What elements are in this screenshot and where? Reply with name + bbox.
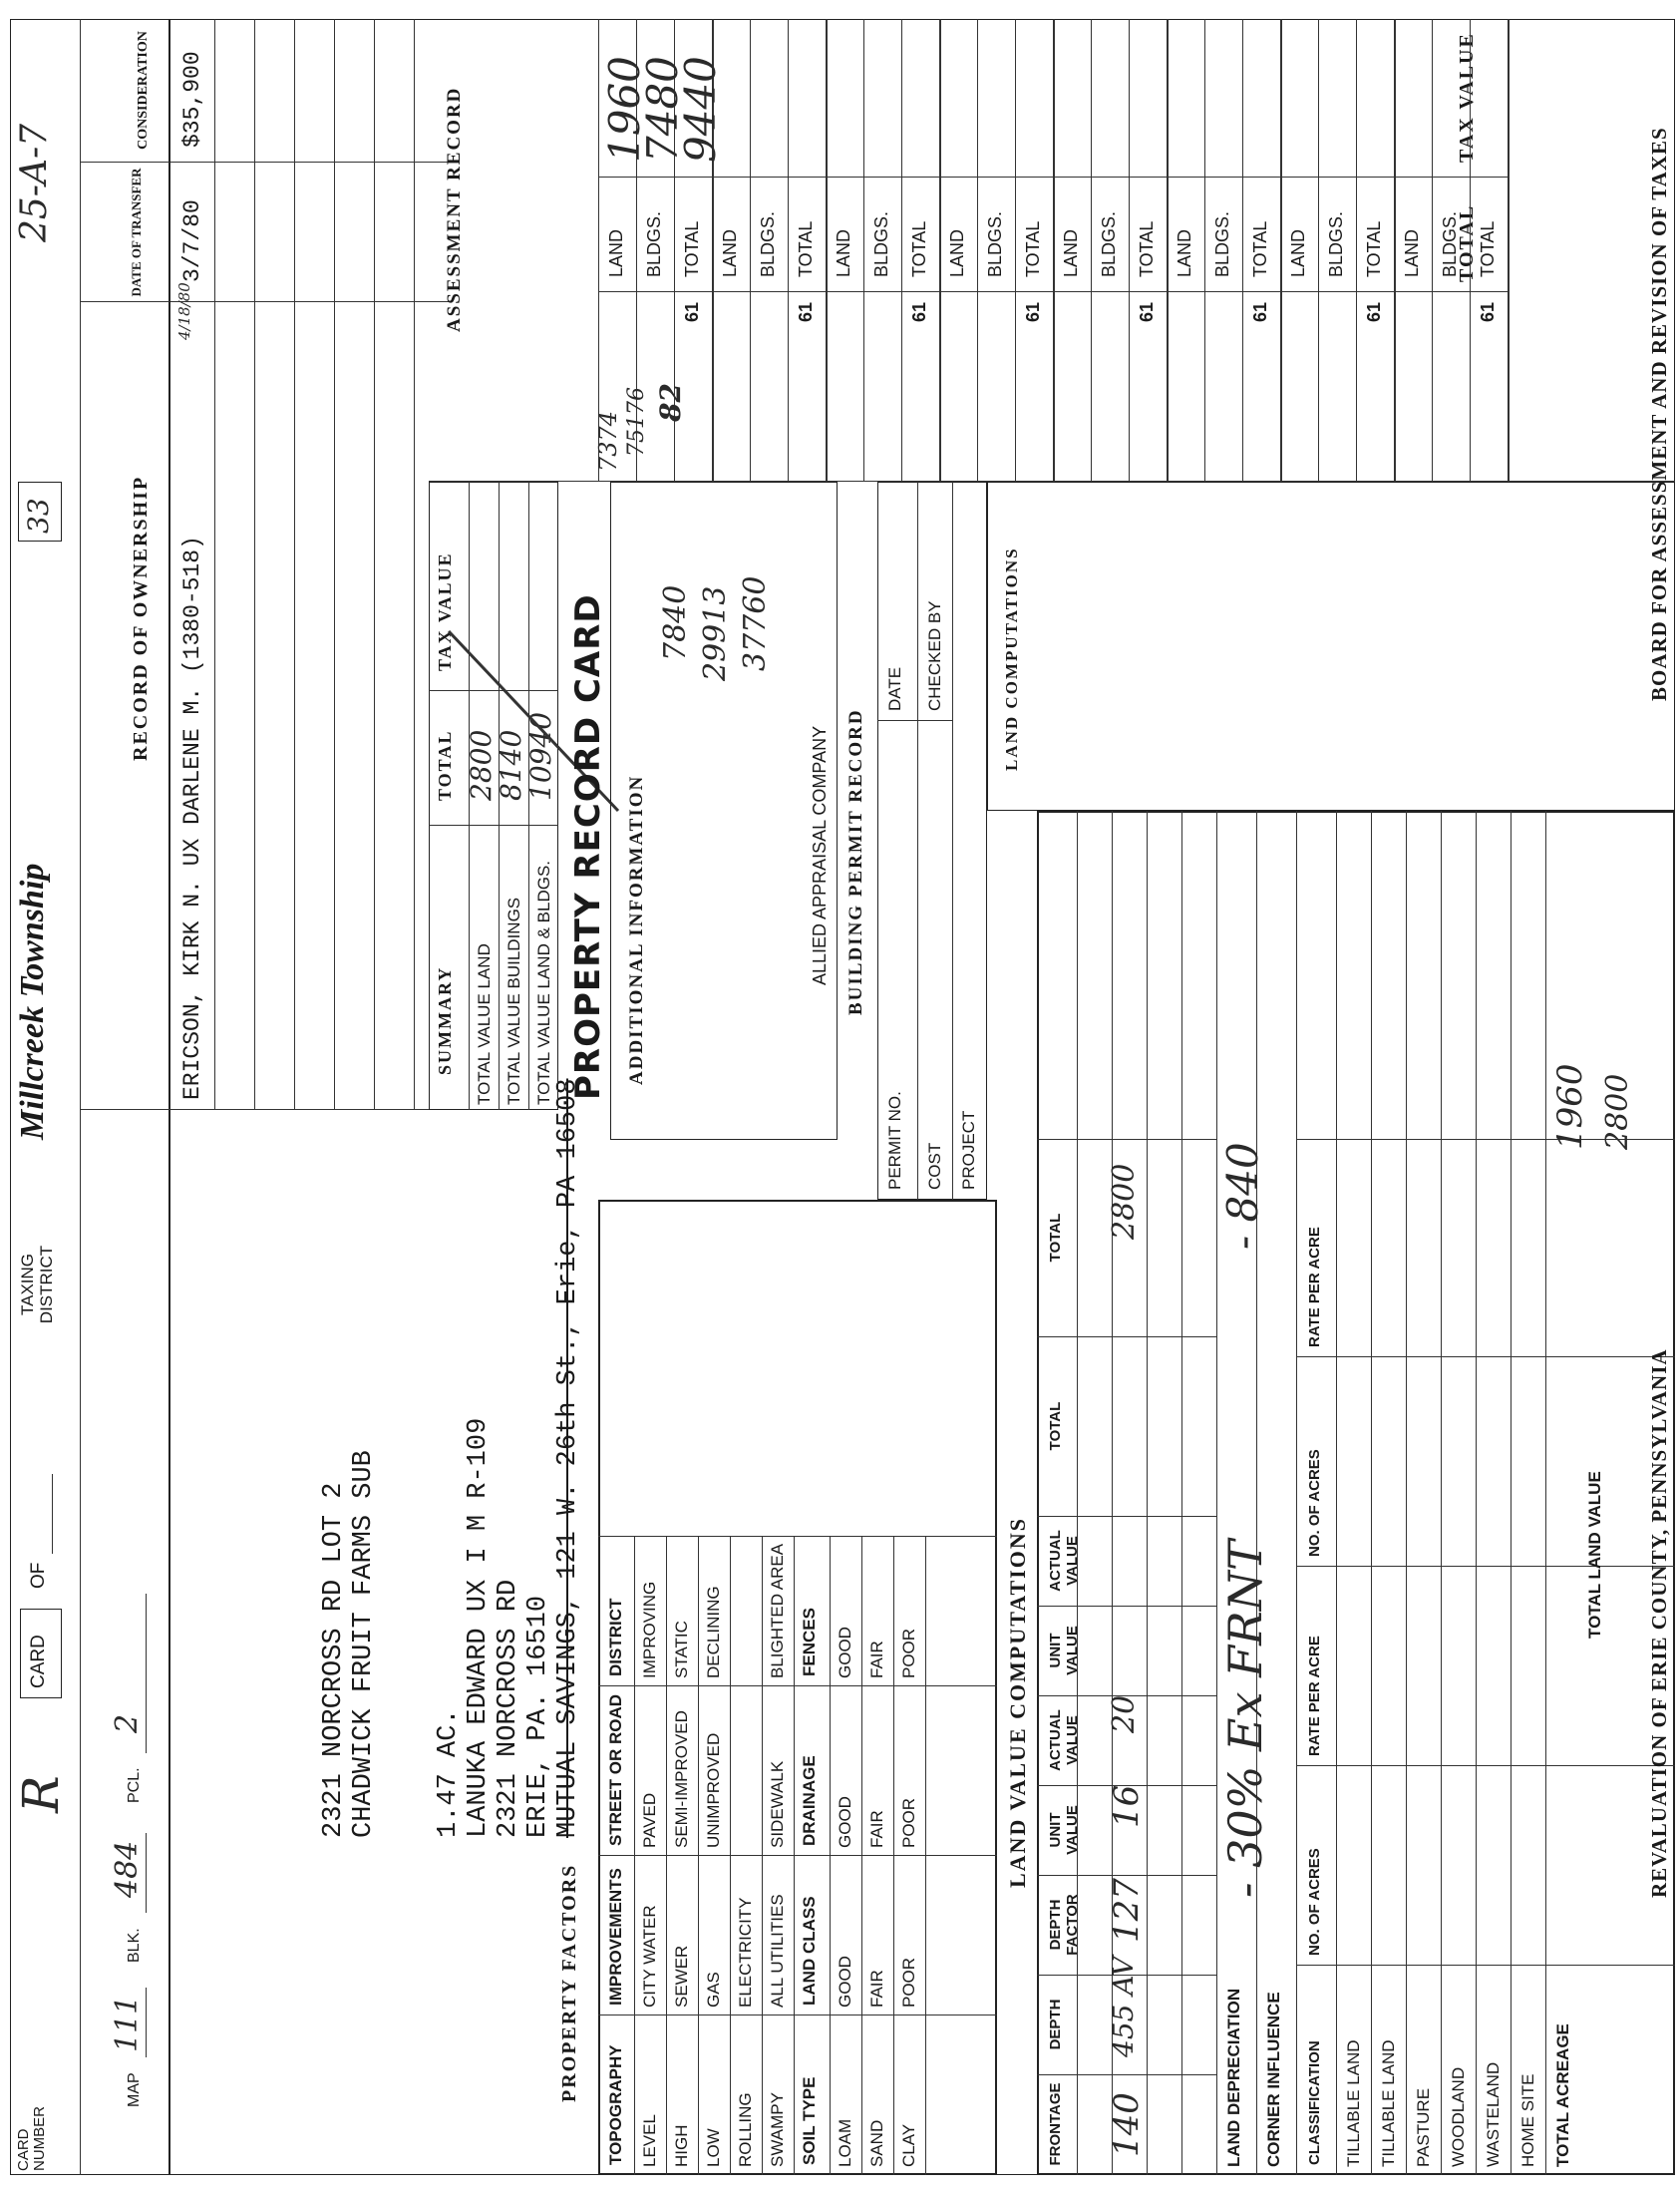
assessment-group-line [1394,19,1396,482]
assessment-total-first: 9440 [676,56,725,163]
header-divider [80,19,81,2175]
lvc-row-line [1147,811,1148,2175]
assessment-row-line [1091,19,1092,482]
card-number-label: CARD NUMBER [15,2105,48,2171]
lvc-class-name: WASTELAND [1484,2061,1503,2167]
lvc-header: ACTUAL VALUE [1047,1709,1081,1771]
assessment-row-label: LAND [1402,228,1422,277]
lvc-header: TOTAL [1047,1401,1064,1451]
assessment-row-label: TOTAL [1137,220,1157,277]
factor-item: LOAM [836,2118,854,2167]
lvc-header: UNIT VALUE [1047,1805,1081,1855]
own-row-2 [254,19,255,1110]
land-computations-label: LAND COMPUTATIONS [1002,547,1021,771]
consideration-header: CONSIDERATION [136,31,151,150]
township-title: Millcreek Township [14,863,51,1140]
factor-row-line [861,1537,862,2175]
assessment-row-line [1129,19,1130,482]
lvc-total-land-value: TOTAL LAND VALUE [1585,1471,1604,1639]
factor-row-line [925,1537,926,2175]
pcl-underline [146,1594,147,1753]
factor-header: LAND CLASS [800,1896,819,2006]
assessment-row-line [1204,19,1205,482]
lvc-total-land-amount: 2800 [1600,1073,1635,1150]
lvc-header: ACTUAL VALUE [1047,1530,1081,1592]
factor-row-line [666,1537,667,2175]
assessment-row-label: TOTAL [909,220,929,277]
assessment-row-label: LAND [606,228,626,277]
lvc-title: LAND VALUE COMPUTATIONS [1005,1517,1030,1888]
summary-col-1 [429,825,558,826]
summary-bldg-label: TOTAL VALUE BUILDINGS [504,897,523,1105]
factor-item: POOR [899,1628,918,1678]
card-label: CARD [28,1635,49,1688]
ownership-left-border [169,1109,449,1110]
permit-checked-label: CHECKED BY [925,600,944,711]
own-row-6 [414,19,415,1110]
assessment-year-suffix: 61 [1250,301,1270,322]
summary-total-label: TOTAL VALUE LAND & BLDGS. [534,860,553,1105]
lvc-row-line [1181,811,1182,2175]
pcl-value: 2 [110,1713,145,1733]
lvc-class-line [1296,811,1297,2175]
assessment-row-label: TOTAL [1250,220,1270,277]
assessment-row-label: BLDGS. [1326,210,1346,277]
lvc-col-line [1037,1875,1216,1876]
assessment-tax-header: TAX VALUE [1456,32,1478,163]
lvc-class-col [1296,1765,1675,1766]
lvc-class-col [1296,1566,1675,1567]
factor-row-line [730,1537,731,2175]
factor-item: BLIGHTED AREA [768,1543,787,1678]
card-seq-value: 33 [22,498,55,534]
assessment-year-suffix: 61 [1364,301,1384,322]
summary-total-header: TOTAL [435,729,455,801]
own-row-3 [294,19,295,1110]
lvc-col-line [1037,1139,1216,1140]
factor-col-line [598,2014,997,2015]
assessment-year-suffix: 61 [1137,301,1157,322]
assessment-group-line [1508,19,1510,482]
lvc-class-name: TILLABLE LAND [1344,2039,1363,2167]
assessment-year-suffix: 61 [796,301,816,322]
lvc-total-acreage: TOTAL ACREAGE [1553,2023,1572,2167]
assessment-row-line [788,19,789,482]
permit-row-1 [917,482,918,1200]
factor-item: CLAY [899,2123,918,2167]
additional-info-label: ADDITIONAL INFORMATION [626,774,647,1085]
lvc-frontage: 140 [1107,2092,1147,2157]
factor-item: PAVED [640,1792,659,1848]
assessment-row-line [901,19,902,482]
lvc-class-header: NO. OF ACRES [1306,1449,1323,1557]
blk-underline [146,1833,147,1913]
footer-right: BOARD FOR ASSESSMENT AND REVISION OF TAXES [1647,127,1671,701]
factor-item: IMPROVING [640,1581,659,1678]
factor-header: FENCES [800,1608,819,1676]
lvc-col-line [1037,1516,1216,1517]
of-blank [52,1474,53,1554]
lvc-class-name: WOODLAND [1449,2066,1468,2167]
ref-number: 25-A-7 [14,123,55,242]
lvc-corner-label: CORNER INFLUENCE [1264,1992,1283,2167]
factor-item: STATIC [672,1621,691,1678]
summary-title: SUMMARY [435,965,455,1075]
lvc-class-header: RATE PER ACRE [1306,1636,1323,1756]
factor-row-line [893,1537,894,2175]
taxing-district-label: TAXING DISTRICT [18,1245,56,1324]
assessment-total-header: TOTAL [1456,203,1478,282]
permit-title: BUILDING PERMIT RECORD [845,708,866,1015]
assessment-title: ASSESSMENT RECORD [444,86,465,332]
factor-item: POOR [899,1957,918,2008]
assessment-row-label: BLDGS. [985,210,1005,277]
blk-value: 484 [110,1840,145,1898]
assessment-row-label: TOTAL [1478,220,1498,277]
factor-item: SEMI-IMPROVED [672,1710,691,1848]
assessment-row-line [1015,19,1016,482]
factor-item: GOOD [836,1796,854,1848]
ownership-entry-consideration: $35,900 [179,51,205,148]
assessment-row-label: BLDGS. [1099,210,1119,277]
date-transfer-header: DATE OF TRANSFER [129,168,144,297]
lvc-class-row [1511,811,1512,2175]
factor-item: FAIR [867,1641,886,1678]
summary-land-total: 2800 [465,729,498,801]
factor-item: DECLINING [704,1586,723,1678]
factor-item: ELECTRICITY [736,1897,755,2008]
factor-header: IMPROVEMENTS [606,1868,625,2006]
assessment-group-line [939,19,941,482]
own-row-4 [334,19,335,1110]
lvc-header: FRONTAGE [1047,2082,1064,2166]
factor-item: GOOD [836,1956,854,2008]
ownership-entry-date: 3/7/80 [179,199,205,282]
assessment-row-line [1432,19,1433,482]
lvc-depreciation-label: LAND DEPRECIATION [1224,1988,1243,2167]
assessment-row-label: BLDGS. [1212,210,1232,277]
factor-item: UNIMPROVED [704,1732,723,1848]
assessment-row-label: BLDGS. [1440,210,1460,277]
lvc-depreciation-total: - 840 [1218,1142,1267,1250]
summary-tax-value-header: TAX VALUE [435,551,455,671]
lvc-class-row [1476,811,1477,2175]
lvc-class-row [1336,811,1337,2175]
ownership-title: RECORD OF OWNERSHIP [130,475,152,761]
of-label: OF [28,1562,49,1589]
factor-item: ROLLING [736,2092,755,2167]
factor-row-line [634,1537,635,2175]
property-acreage: 1.47 AC. [434,1708,464,1838]
assessment-year-suffix: 61 [909,301,929,322]
assessment-row-label: LAND [947,228,967,277]
permit-no-label: PERMIT NO. [885,1091,904,1190]
lvc-col-line [1037,2074,1216,2075]
permit-row-2 [952,482,953,1200]
factor-header: DISTRICT [606,1598,625,1676]
assessment-row-label: TOTAL [1364,220,1384,277]
assessment-row-label: TOTAL [796,220,816,277]
map-label: MAP [126,2072,143,2107]
factor-header: DRAINAGE [800,1755,819,1846]
assessment-col-1 [598,291,1508,292]
summary-strike [439,621,638,821]
factor-header: TOPOGRAPHY [606,2044,625,2165]
ownership-entry-note: 4/18/80 [175,282,193,340]
assessment-year-suffix: 61 [682,301,702,322]
factor-col-line [598,1855,997,1856]
lvc-header-line [1077,811,1078,2175]
lvc-depth-factor: 127 [1107,1878,1147,1943]
lvc-header: TOTAL [1047,1213,1064,1263]
lvc-dep-line [1216,811,1217,2175]
permit-cost-label: COST [925,1142,944,1190]
assessment-row-label: LAND [1061,228,1081,277]
own-row-5 [374,19,375,1110]
header-left-end [80,1109,169,1110]
lvc-class-row [1545,811,1546,2175]
lvc-depreciation-note: - 30% Ex FRNT [1218,1540,1272,1898]
assessment-note-2: 75176 [624,387,649,457]
factor-item: GOOD [836,1627,854,1678]
permit-col [877,720,952,721]
summary-land-label: TOTAL VALUE LAND [475,943,494,1105]
assessment-note-1: 7374 [594,410,622,472]
factor-item: SAND [867,2119,886,2167]
factor-header: SOIL TYPE [800,2076,819,2165]
factor-item: LOW [704,2128,723,2167]
assessment-group-line [1053,19,1055,482]
summary-grand-total: 10940 [524,711,557,801]
assessment-land-first: 1960 [600,56,649,163]
assessment-group-line [1280,19,1282,482]
tax-note-2: 29913 [698,585,733,681]
assessment-row-label: LAND [834,228,853,277]
assessment-row-line [1242,19,1243,482]
assessment-row-label: LAND [1288,228,1308,277]
own-row-1 [214,19,215,1110]
lvc-class-col [1296,1356,1675,1357]
summary-bldg-total: 8140 [495,729,527,801]
lvc-corner-line [1256,811,1257,2175]
card-box [20,1609,62,1698]
assessment-group-line [826,19,828,482]
lvc-depth: 455 AV [1107,1956,1140,2057]
factor-item: SIDEWALK [768,1760,787,1848]
property-address-line1: 2321 NORCROSS RD LOT 2 [319,1482,349,1838]
factor-col-line [598,1685,997,1686]
mortgage-line: MUTUAL SAVINGS, 121 W. 26th St., Erie, PA 16508 [553,1078,583,1838]
lvc-class-header: CLASSIFICATION [1306,2040,1323,2165]
assessment-year-suffix: 61 [1478,301,1498,322]
factor-item: POOR [899,1797,918,1848]
assessment-row-label: LAND [1175,228,1194,277]
lvc-home-site-total: 1960 [1550,1063,1590,1150]
blk-label: BLK. [126,1928,143,1963]
ownership-entry-owner: ERICSON, KIRK N. UX DARLENE M. (1380-518) [179,536,205,1100]
assessment-bldg-first: 7480 [638,56,687,163]
lvc-col-line [1037,1606,1216,1607]
factor-item: SWAMPY [768,2092,787,2167]
additional-info-box [610,482,838,1140]
lvc-total: 2800 [1107,1163,1142,1240]
owner-line2: 2321 NORCROSS RD [494,1579,523,1838]
lvc-header: DEPTH [1047,1999,1064,2050]
lvc-class-col [1296,1965,1675,1966]
tax-note-1: 7840 [658,584,693,661]
assessment-row-line [1356,19,1357,482]
lvc-class-name: HOME SITE [1518,2073,1537,2167]
factor-item: FAIR [867,1970,886,2008]
assessment-row-line [863,19,864,482]
assessment-row-line [1318,19,1319,482]
allied-label: ALLIED APPRAISAL COMPANY [810,725,830,985]
lvc-class-header: NO. OF ACRES [1306,1848,1323,1956]
lvc-header: UNIT VALUE [1047,1626,1081,1675]
lvc-class-name: TILLABLE LAND [1379,2039,1398,2167]
factor-item: FAIR [867,1810,886,1848]
owner-line3: ERIE, PA. 16510 [523,1595,553,1838]
factor-header: STREET OR ROAD [606,1693,625,1846]
factor-item: CITY WATER [640,1905,659,2008]
assessment-row-label: BLDGS. [758,210,778,277]
permit-project-label: PROJECT [959,1110,978,1190]
prc-title: PROPERTY RECORD CARD [568,593,608,1100]
footer-left: REVALUATION OF ERIE COUNTY, PENNSYLVANIA [1647,1348,1671,1898]
factors-box [598,1200,997,2175]
assessment-row-line [1470,19,1471,482]
factor-item: LEVEL [640,2114,659,2167]
card-mark: R [12,1775,70,1813]
factor-row-line [762,1537,763,2175]
assessment-row-line [750,19,751,482]
lvc-actual-value: 20 [1107,1694,1142,1733]
assessment-col-2 [598,177,1508,178]
land-comp-box [987,482,1675,811]
factor-row-line [698,1537,699,2175]
factor-item: HIGH [672,2124,691,2167]
assessment-year-suffix: 61 [1023,301,1043,322]
factor-item: GAS [704,1972,723,2008]
assessment-row-label: LAND [720,228,740,277]
pcl-label: PCL. [126,1767,143,1803]
lvc-header: DEPTH FACTOR [1047,1894,1081,1956]
assessment-row-label: TOTAL [1023,220,1043,277]
assessment-row-line [977,19,978,482]
map-value: 111 [110,1995,145,2052]
assessment-note-3: 82 [654,383,687,422]
map-underline [146,1988,147,2057]
property-address-line2: CHADWICK FRUIT FARMS SUB [349,1450,379,1838]
factor-row-line [830,1537,831,2175]
lvc-class-name: PASTURE [1414,2087,1433,2167]
factor-right-line [598,1536,997,1537]
lvc-col-line [1037,1336,1216,1337]
tax-note-3: 37760 [738,575,773,671]
owner-line1: LANUKA EDWARD UX I M R-109 [464,1417,494,1838]
assessment-row-label: BLDGS. [871,210,891,277]
lvc-unit-value: 16 [1107,1784,1147,1828]
lvc-class-row [1406,811,1407,2175]
factor-item: ALL UTILITIES [768,1894,787,2008]
assessment-row-label: TOTAL [682,220,702,277]
permit-date-label: DATE [885,666,904,711]
factors-title: PROPERTY FACTORS [558,1863,580,2102]
lvc-class-row [1441,811,1442,2175]
lvc-class-row [1371,811,1372,2175]
factor-row-line [794,1537,795,2175]
assessment-group-line [1167,19,1169,482]
assessment-row-label: BLDGS. [644,210,664,277]
factor-item: SEWER [672,1945,691,2008]
lvc-class-header: RATE PER ACRE [1306,1227,1323,1347]
